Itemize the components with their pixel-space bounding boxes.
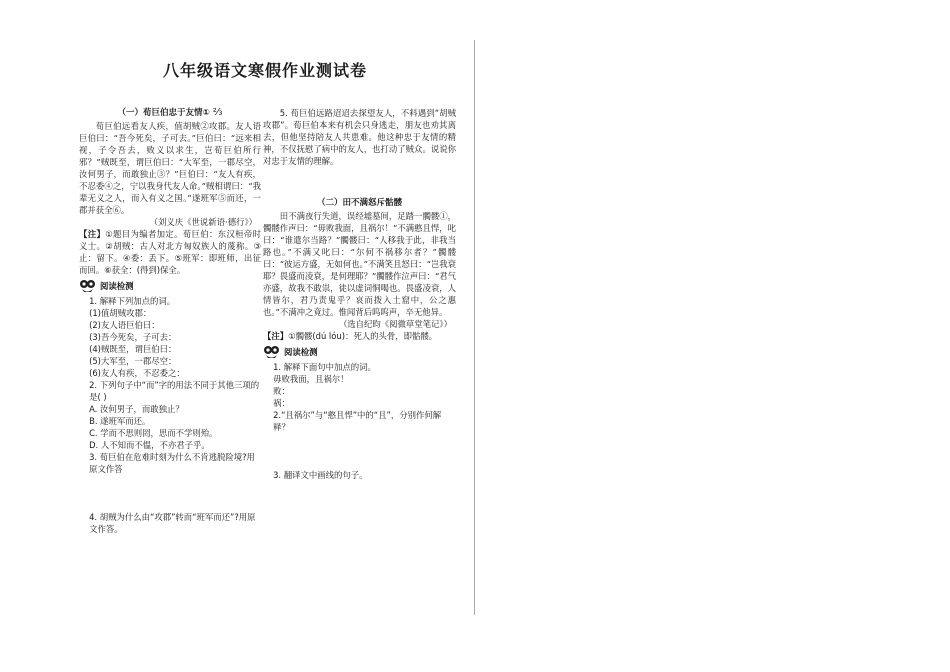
answer-space — [79, 475, 261, 511]
section1-q2-option: C. 学而不思则罔，思而不学则殆。 — [89, 428, 218, 438]
section1-passage: 荀巨伯远看友人疾，值胡贼②攻郡。友人语巨伯曰：“吾今死矣，子可去。”巨伯曰：“远来相视，子令吾去，败义以求生，岂荀巨伯所行邪？”贼既至，谓巨伯曰：“大军至，一郡尽空，汝何男子，而敢独止③？”巨伯曰：“友人有疾，不忍委④之，宁以我身代友人命。”贼相谓曰：“我辈无义之人，而入有义之国。”遂班军⑤而还，一郡并获全⑥。 — [79, 121, 261, 215]
answer-space — [263, 433, 456, 469]
section1-q1: 1. 解释下列加点的词。 — [89, 296, 176, 306]
section1-q2-option: B. 遂班军而还。 — [89, 416, 151, 426]
section1-source: （刘义庆《世说新语·德行》） — [149, 217, 257, 227]
section1-q1-item: (2)友人语巨伯曰： — [89, 320, 160, 330]
section2-heading: （二）田不满怒斥骷髅 — [316, 198, 402, 208]
section1-q5: 5. 荀巨伯远路迢迢去探望友人，不料遇到“胡贼攻郡”。荀巨伯本来有机会只身逃走，朋友也劝其离去，但他坚持陪友人共患难。他这种忠于友情的精神，不仅抚慰了病中的友人，也打动了贼众。说说你对忠于友情的理解。 — [263, 108, 456, 166]
reading-owl-icon — [79, 279, 96, 293]
section2-q1: 1. 解释下面句中加点的词。 — [273, 362, 376, 372]
section1-reading-label: 阅读检测 — [100, 281, 134, 291]
section1-q2-option: A. 汝何男子，而敢独止？ — [89, 404, 184, 414]
section1-q1-item: (1)值胡贼攻郡： — [89, 308, 152, 318]
section1-reading-head — [79, 279, 261, 293]
section1-q2-option: D. 人不知而不愠，不亦君子乎。 — [89, 440, 210, 450]
reading-owl-icon — [263, 345, 280, 359]
section1-note-label: 【注】 — [79, 229, 106, 239]
section1-heading: （一）荀巨伯忠于友情① — [117, 108, 210, 118]
section2-passage: 田不满夜行失道，误经墟墓间，足踏一髑髅①，髑髅作声曰：“毋败我面，且祸尔！”不满憨且悍，叱曰：“谁遣尔当路？”髑髅曰：“人移我于此，非我当路也。”不满又叱曰：“尔何不祸移尔者？”髑髅曰：“彼运方盛，无如何也。”不满笑且怒曰：“岂我衰耶？畏盛而凌衰，是何理耶？”髑髅作泣声曰：“君气亦盛，故我不敢祟，徒以虚词恫喝也。畏盛凌衰，人情皆尔，君乃责鬼乎？哀而拨入土窟中，公之惠也。”不满冲之竟过。惟闻背后呜呜声，卒无他异。 — [263, 211, 456, 317]
section2-q1-item: 败： — [273, 386, 290, 396]
right-column — [263, 107, 456, 481]
section2-source: （选自纪昀《阅微草堂笔记》） — [338, 319, 452, 329]
section1-q1-item: (6)友人有疾，不忍委之： — [89, 368, 185, 378]
section1-q1-item: (4)贼既至，谓巨伯曰： — [89, 344, 177, 354]
section1-heading-row — [79, 107, 261, 119]
section1-q1-item: (3)吾今死矣，子可去： — [89, 332, 177, 342]
section1-q4: 4. 胡贼为什么由“攻郡”转而“班军而还”?用原文作答。 — [89, 512, 256, 534]
section1-note-text: ①题目为编者加定。荀巨伯：东汉桓帝时义士。②胡贼：古人对北方匈奴族人的蔑称。③止：留下。④委：丢下。⑤班军：即班师，出征而回。⑥获全：(得到)保全。 — [79, 229, 262, 275]
section2-reading-head — [263, 345, 456, 359]
handwritten-mark: ⅔ — [212, 107, 223, 118]
section2-note-text: ①髑髅(dú lóu)：死人的头骨，即骷髅。 — [288, 331, 438, 341]
column-divider — [474, 40, 475, 615]
section2-note — [263, 330, 456, 342]
section2-reading-label: 阅读检测 — [284, 347, 318, 357]
section1-q2: 2. 下列句子中“而”字的用法不同于其他三项的是( ) — [89, 380, 260, 402]
section2-q1-line: 毋败我面，且祸尔！ — [273, 374, 349, 384]
section2-q2: 2.“且祸尔”与“憨且悍”中的“且”，分别作何解释？ — [273, 410, 442, 432]
section1-note — [79, 228, 261, 276]
section2-q3: 3. 翻译文中画线的句子。 — [273, 470, 368, 480]
section2-note-label: 【注】 — [263, 331, 289, 341]
page-title: 八年级语文寒假作业测试卷 — [162, 61, 367, 80]
answer-space — [263, 167, 456, 191]
left-column — [79, 107, 261, 535]
section1-q1-item: (5)大军至，一郡尽空： — [89, 356, 177, 366]
section1-q3: 3. 荀巨伯在危难时刻为什么不肯逃脱险境?用原文作答 — [89, 452, 255, 474]
section2-q1-item: 祸： — [273, 398, 290, 408]
